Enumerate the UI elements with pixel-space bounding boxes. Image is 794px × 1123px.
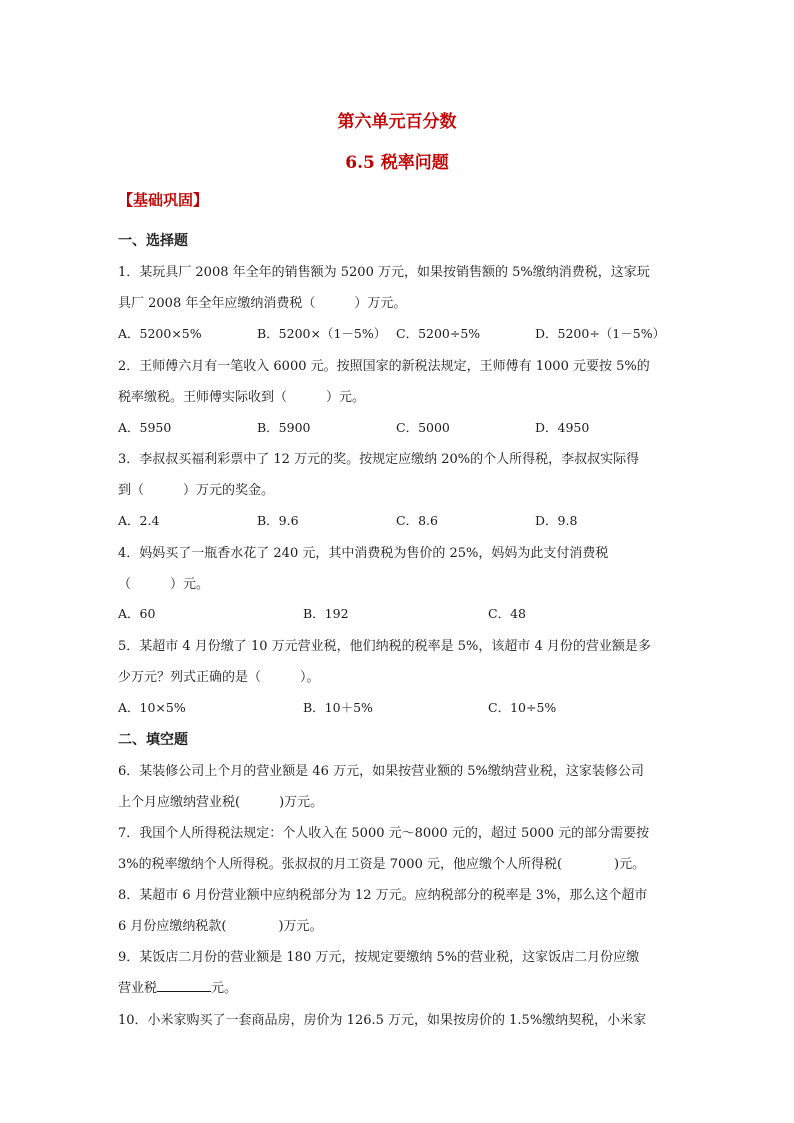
question-5-line-2: 少万元？列式正确的是（ ）。	[118, 670, 320, 685]
question-1-line-2: 具厂 2008 年全年应缴纳消费税（ ）万元。	[118, 296, 407, 311]
question-4-line-2: （ ）元。	[118, 577, 210, 592]
question-2-option-a: A．5950	[118, 420, 172, 435]
question-5-line-1: 5．某超市 4 月份缴了 10 万元营业税，他们纳税的税率是 5%，该超市 4 月份的营业额是多	[118, 639, 651, 654]
question-5-option-a: A．10×5%	[118, 700, 186, 715]
question-6-line-1: 6．某装修公司上个月的营业额是 46 万元，如果按营业额的 5%缴纳营业税，这家装修公司	[118, 764, 644, 779]
question-1-option-c: C．5200÷5%	[396, 326, 481, 341]
question-5-option-b: B．10＋5%	[303, 700, 373, 715]
question-1-option-d: D．5200÷（1－5%）	[535, 326, 666, 341]
question-2-line-2: 税率缴税。王师傅实际收到（ ）元。	[118, 390, 366, 405]
question-2-option-c: C．5000	[396, 420, 450, 435]
page-title: 第六单元百分数	[337, 112, 457, 132]
question-3-option-c: C．8.6	[396, 513, 438, 528]
question-10-line-1: 10．小米家购买了一套商品房，房价为 126.5 万元，如果按房价的 1.5%缴纳契税，小米家	[118, 1013, 647, 1028]
question-3-option-a: A．2.4	[118, 513, 160, 528]
question-6-line-2: 上个月应缴纳营业税( )万元。	[118, 795, 324, 810]
question-3-option-d: D．9.8	[535, 513, 578, 528]
section-basic-consolidation: 【基础巩固】	[118, 191, 209, 209]
question-8-line-2: 6 月份应缴纳税款( )万元。	[118, 919, 323, 934]
question-2-line-1: 2．王师傅六月有一笔收入 6000 元。按照国家的新税法规定，王师傅有 1000 元要按 5%的	[118, 359, 650, 374]
question-7-line-2: 3%的税率缴纳个人所得税。张叔叔的月工资是 7000 元，他应缴个人所得税( )元。	[118, 857, 646, 872]
question-3-option-b: B．9.6	[257, 513, 299, 528]
question-7-line-1: 7．我国个人所得税法规定：个人收入在 5000 元～8000 元的，超过 5000 元的部分需要按	[118, 826, 650, 841]
question-5-option-c: C．10÷5%	[488, 700, 557, 715]
question-2-option-b: B．5900	[257, 420, 311, 435]
question-9-text-a: 营业税	[118, 981, 158, 996]
answer-blank[interactable]	[157, 979, 211, 992]
question-4-option-b: B．192	[303, 606, 349, 621]
section-multiple-choice: 一、选择题	[118, 233, 188, 249]
section-fill-in-blanks: 二、填空题	[118, 732, 188, 748]
question-4-option-c: C．48	[488, 606, 526, 621]
question-4-option-a: A．60	[118, 606, 156, 621]
question-8-line-1: 8．某超市 6 月份营业额中应纳税部分为 12 万元。应纳税部分的税率是 3%，那么这个超市	[118, 888, 648, 903]
question-1-option-a: A．5200×5%	[118, 326, 202, 341]
question-3-line-2: 到（ ）万元的奖金。	[118, 483, 275, 498]
question-9-line-1: 9．某饭店二月份的营业额是 180 万元，按规定要缴纳 5%的营业税，这家饭店二月份应缴	[118, 950, 640, 965]
question-4-line-1: 4．妈妈买了一瓶香水花了 240 元，其中消费税为售价的 25%，妈妈为此支付消费税	[118, 546, 609, 561]
question-9-text-b: 元。	[211, 981, 238, 996]
page-subtitle: 6.5 税率问题	[345, 153, 449, 173]
question-1-option-b: B．5200×（1－5%）	[257, 326, 387, 341]
question-9-line-2	[118, 977, 678, 996]
question-2-option-d: D．4950	[535, 420, 590, 435]
question-1-line-1: 1．某玩具厂 2008 年全年的销售额为 5200 万元，如果按销售额的 5%缴纳消费税，这家玩	[118, 265, 650, 280]
question-3-line-1: 3．李叔叔买福利彩票中了 12 万元的奖。按规定应缴纳 20%的个人所得税，李叔叔实际得	[118, 452, 640, 467]
